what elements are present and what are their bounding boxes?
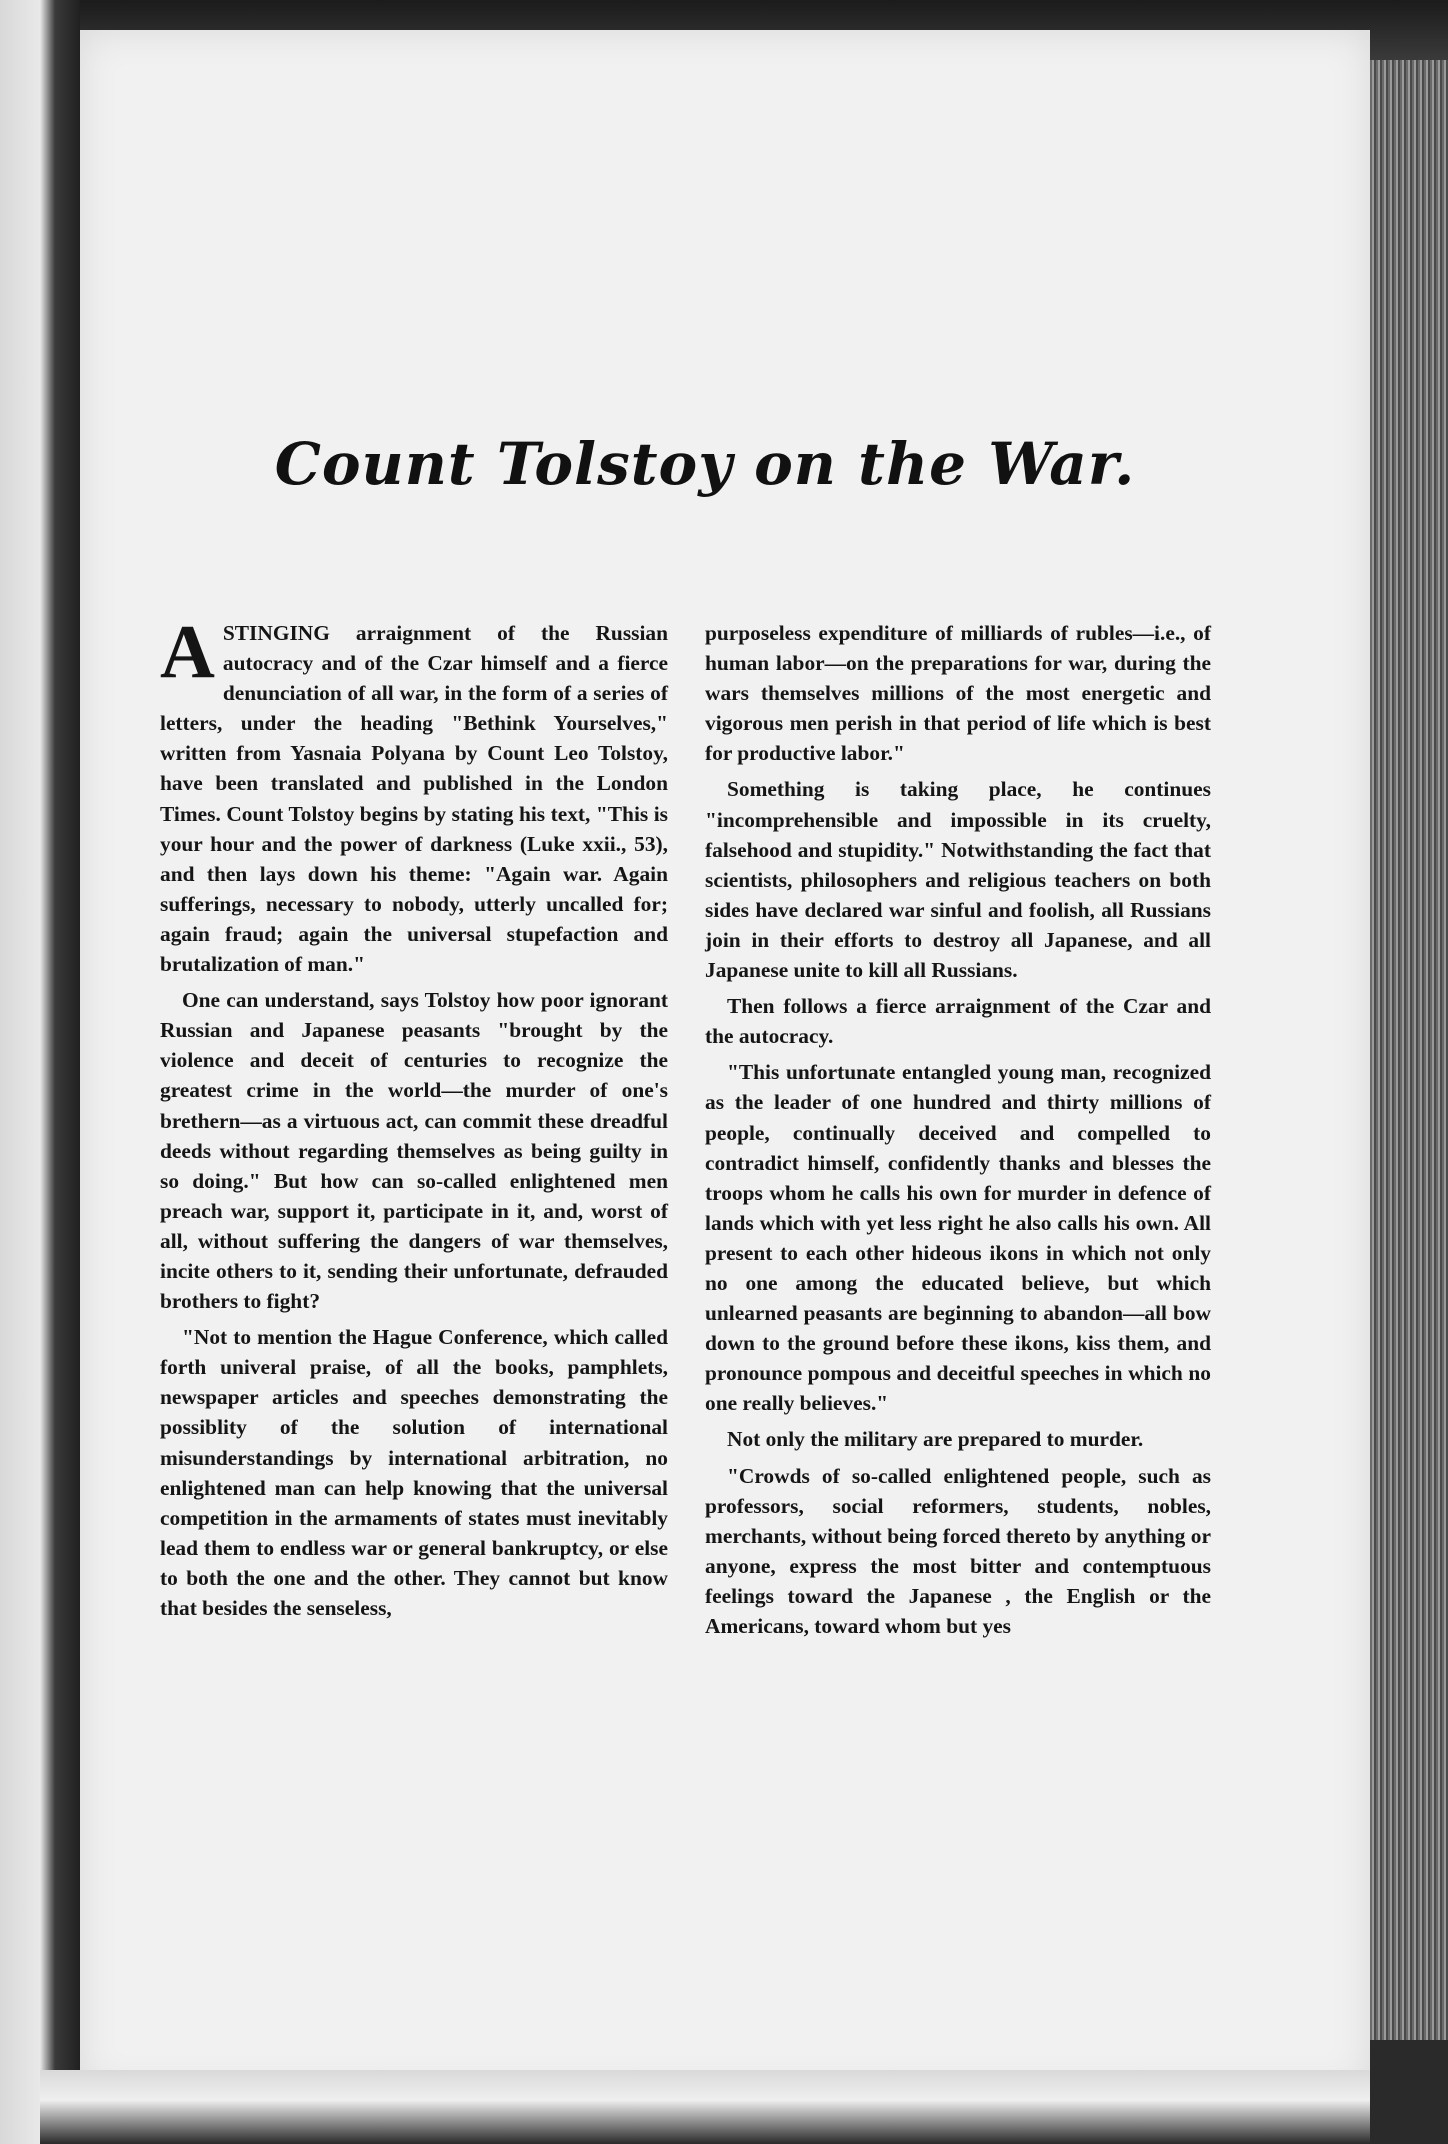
paragraph-1-text: STINGING arraignment of the Russian autocracy and of the Czar himself and a fierce denunciation of all war, in the form of a series of letters, under the heading "Bethink Yourselves," written from Yasnaia Polyana by Count Leo Tolstoy, have been translated and published in the London Times. Count Tolstoy begins by stating his text, "This is your hour and the power of darkness (Luke xxii., 53), and then lays down his theme: "Again war. Again sufferings, necessary to nobody, utterly uncalled for; again fraud; again the universal stupefaction and brutalization of man." <box>160 621 668 977</box>
drop-cap: A <box>160 610 215 694</box>
page-bottom-edge <box>40 2070 1370 2144</box>
paragraph-5: Something is taking place, he continues "incomprehensible and impossible in its cruelty, falsehood and stupidity." Notwithstanding the fact that scientists, philosophers and religious teachers on both sides have declared war sinful and foolish, all Russians join in their efforts to destroy all Japanese, and all Japanese unite to kill all Russians. <box>705 777 1211 983</box>
right-column <box>705 618 1211 1647</box>
paragraph-6: Then follows a fierce arraignment of the Czar and the autocracy. <box>705 994 1211 1049</box>
paragraph-9: "Crowds of so-called enlightened people, such as professors, social reformers, students, nobles, merchants, without being forced thereto by anything or anyone, express the most bitter and contemptuous feelings toward the Japanese , the English or the Americans, toward whom but yes <box>705 1463 1211 1638</box>
paragraph-7: "This unfortunate entangled young man, recognized as the leader of one hundred and thirty millions of people, continually deceived and compelled to contradict himself, confidently thanks and blesses the troops whom he calls his own for murder in defence of lands which with yet less right he also calls his own. All present to each other hideous ikons in which not only no one among the educated believe, but which unlearned peasants are beginning to abandon—all bow down to the ground before these ikons, kiss them, and pronounce pompous and deceitful speeches in which no one really believes." <box>705 1060 1211 1416</box>
page-stack-edge <box>1370 60 1448 2040</box>
paragraph-3: "Not to mention the Hague Conference, which called forth univeral praise, of all the books, pamphlets, newspaper articles and speeches demonstrating the possiblity of the solution of international misunderstandings by international arbitration, no enlightened man can help knowing that the universal competition in the armaments of states must inevitably lead them to endless war or general bankruptcy, or else to both the one and the other. They cannot but know that besides the senseless, <box>160 1325 668 1620</box>
paragraph-4: purposeless expenditure of milliards of rubles—i.e., of human labor—on the preparations for war, during the wars themselves millions of the most energetic and vigorous men perish in that period of life which is best for productive labor." <box>705 621 1211 766</box>
facing-page-edge <box>0 0 80 2144</box>
left-column <box>160 610 668 1629</box>
paragraph-1 <box>160 610 668 979</box>
article-title: Count Tolstoy on the War. <box>274 430 1136 498</box>
paragraph-2: One can understand, says Tolstoy how poor ignorant Russian and Japanese peasants "brought by the violence and deceit of centuries to recognize the greatest crime in the world—the murder of one's brethern—as a virtuous act, can commit these dreadful deeds without regarding themselves as being guilty in so doing." But how can so-called enlightened men preach war, support it, participate in it, and, worst of all, without suffering the dangers of war themselves, incite others to it, sending their unfortunate, defrauded brothers to fight? <box>160 988 668 1314</box>
paragraph-8: Not only the military are prepared to murder. <box>727 1427 1144 1452</box>
